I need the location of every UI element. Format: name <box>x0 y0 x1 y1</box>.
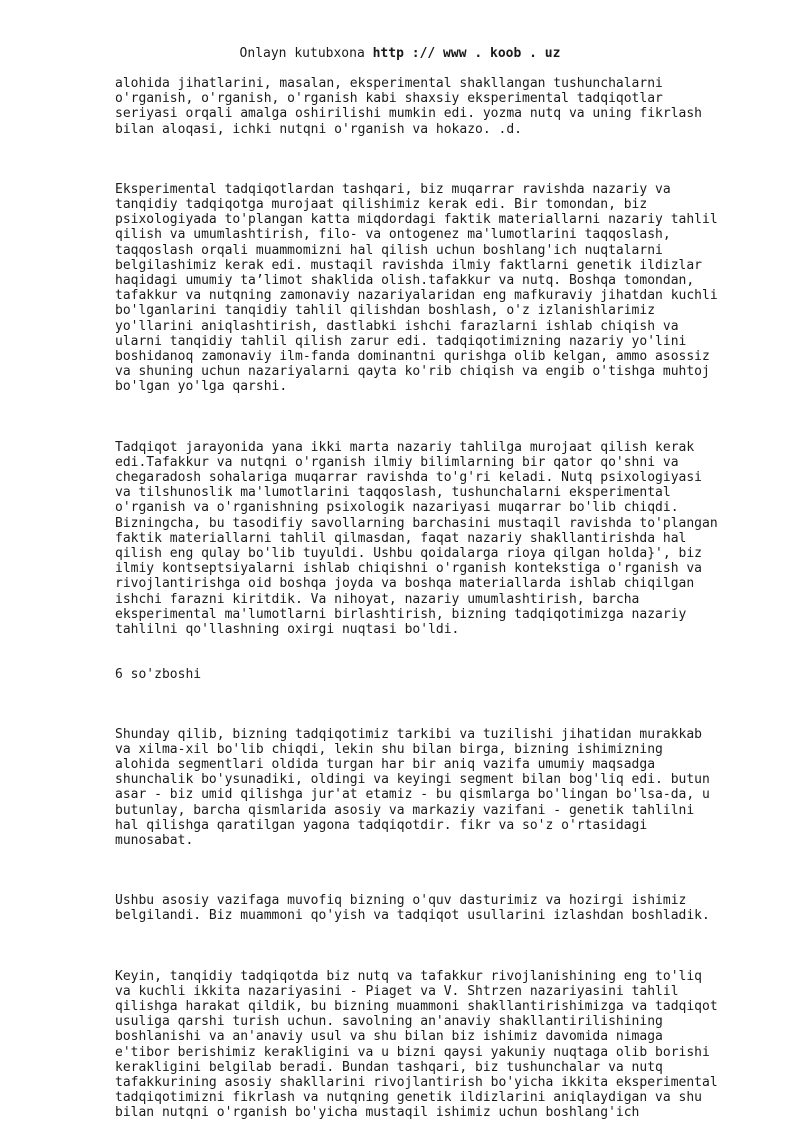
paragraph-2: Eksperimental tadqiqotlardan tashqari, biz muqarrar ravishda nazariy va tanqidiy tadqiqotga murojaat qilishimiz kerak edi. Bir tomondan, biz psixologiyada to'plangan katta miqdordagi faktik materiallarni nazariy tahlil qilish va umumlashtirish, filo- va ontogenez ma'lumotlarini taqqoslash, taqqoslash orqali muammomizni hal qilish uchun boshlang'ich nuqtalarni belgilashimiz kerak edi. mustaqil ravishda ilmiy faktlarni genetik ildizlar haqidagi umumiy ta’limot shaklida olish.tafakkur va nutq. Boshqa tomondan, tafakkur va nutqning zamonaviy nazariyalaridan eng mafkuraviy jihatdan kuchli bo'lganlarini tanqidiy tahlil qilishdan boshlash, o'z izlanishlarimiz yo'llarini aniqlashtirish, dastlabki ishchi farazlarni ishlab chiqish va ularni tanqidiy tahlil qilish zarur edi. tadqiqotimizning nazariy yo'lini boshidanoq zamonaviy ilm-fanda dominantni qurishga olib kelgan, ammo asossiz va shuning uchun nazariyalarni qayta ko'rib chiqish va engib o'tishga muhtoj bo'lgan yo'lga qarshi. <box>115 181 718 395</box>
paragraph-4: Shunday qilib, bizning tadqiqotimiz tarkibi va tuzilishi jihatidan murakkab va xilma-xil bo'lib chiqdi, lekin shu bilan birga, bizning ishimizning alohida segmentlari oldida turgan har bir aniq vazifa umumiy maqsadga shunchalik bo'ysunadiki, oldingi va keyingi segment bilan bog'liq edi. butun asar - biz umid qilishga jur'at etamiz - bu qismlarga bo'lingan bo'lsa-da, u butunlay, barcha qismlarida asosiy va markaziy vazifani - genetik tahlilni hal qilishga qaratilgan yagona tadqiqotdir. fikr va so'z o'rtasidagi munosabat. <box>115 726 710 848</box>
paragraph-6: Keyin, tanqidiy tadqiqotda biz nutq va tafakkur rivojlanishining eng to'liq va kuchli ikkita nazariyasini - Piaget va V. Shtrzen nazariyasini tahlil qilishga harakat qildik, bu bizning muammoni shakllantirishimizga va tadqiqot usuliga qarshi turish uchun. savolning an'anaviy shakllantirilishining boshlanishi va an'anaviy usul va shu bilan biz ishimiz davomida nimaga e'tibor berishimiz kerakligini va u bizni qaysi yakuniy nuqtaga olib borishi kerakligini belgilab beradi. Bundan tashqari, biz tushunchalar va nutq tafakkurining asosiy shakllarini rivojlantirish bo'yicha ikkita eksperimental tadqiqotimizni fikrlash va nutqning genetik ildizlarini aniqlaydigan va shu bilan nutqni o'rganish bo'yicha mustaqil ishimiz uchun boshlang'ich <box>115 968 718 1121</box>
paragraph-1: alohida jihatlarini, masalan, eksperimental shakllangan tushunchalarni o'rganish, o'rganish, o'rganish kabi shaxsiy eksperimental tadqiqotlar seriyasi orqali amalga oshirilishi mumkin edi. yozma nutq va uning fikrlash bilan aloqasi, ichki nutqni o'rganish va hokazo. .d. <box>115 76 702 137</box>
paragraph-spacer <box>115 924 755 969</box>
paragraph-3: Tadqiqot jarayonida yana ikki marta nazariy tahlilga murojaat qilish kerak edi.Tafakkur va nutqni o'rganish ilmiy bilimlarning bir qator qo'shni va chegaradosh sohalariga muqarrar ravishda to'g'ri keladi. Nutq psixologiyasi va tilshunoslik ma'lumotlarini taqqoslash, tushunchalarni eksperimental o'rganish va o'rganishning psixologik nazariyasi muqarrar bo'lib chiqdi. Bizningcha, bu tasodifiy savollarning barchasini mustaqil ravishda to'plangan faktik materiallarni tahlil qilmasdan, faqat nazariy shakllantirishda hal qilish eng qulay bo'lib tuyuldi. Ushbu qoidalarga rioya qilgan holda}', biz ilmiy kontseptsiyalarni ishlab chiqishni o'rganish kontekstiga o'rganish va rivojlantirishga oid boshqa joyda va boshqa materiallarda ishlab chiqilgan ishchi farazni kiritdik. Va nihoyat, nazariy umumlashtirish, barcha eksperimental ma'lumotlarni birlashtirish, bizning tadqiqotimizga nazariy tahlilni qo'llashning oxirgi nuqtasi bo'ldi. <box>115 439 718 638</box>
header-url-link[interactable]: http :// www . koob . uz <box>372 46 561 61</box>
document-body <box>115 76 755 1121</box>
paragraph-spacer <box>115 395 755 440</box>
paragraph-spacer <box>115 137 755 182</box>
paragraph-spacer <box>115 683 755 727</box>
header-label: Onlayn kutubxona <box>239 46 373 61</box>
paragraph-spacer <box>115 848 755 893</box>
page-header <box>0 46 800 62</box>
section-heading: 6 so'zboshi <box>115 667 202 683</box>
paragraph-spacer <box>115 637 755 667</box>
paragraph-5: Ushbu asosiy vazifaga muvofiq bizning o'quv dasturimiz va hozirgi ishimiz belgilandi. Biz muammoni qo'yish va tadqiqot usullarini izlashdan boshladik. <box>115 893 710 924</box>
